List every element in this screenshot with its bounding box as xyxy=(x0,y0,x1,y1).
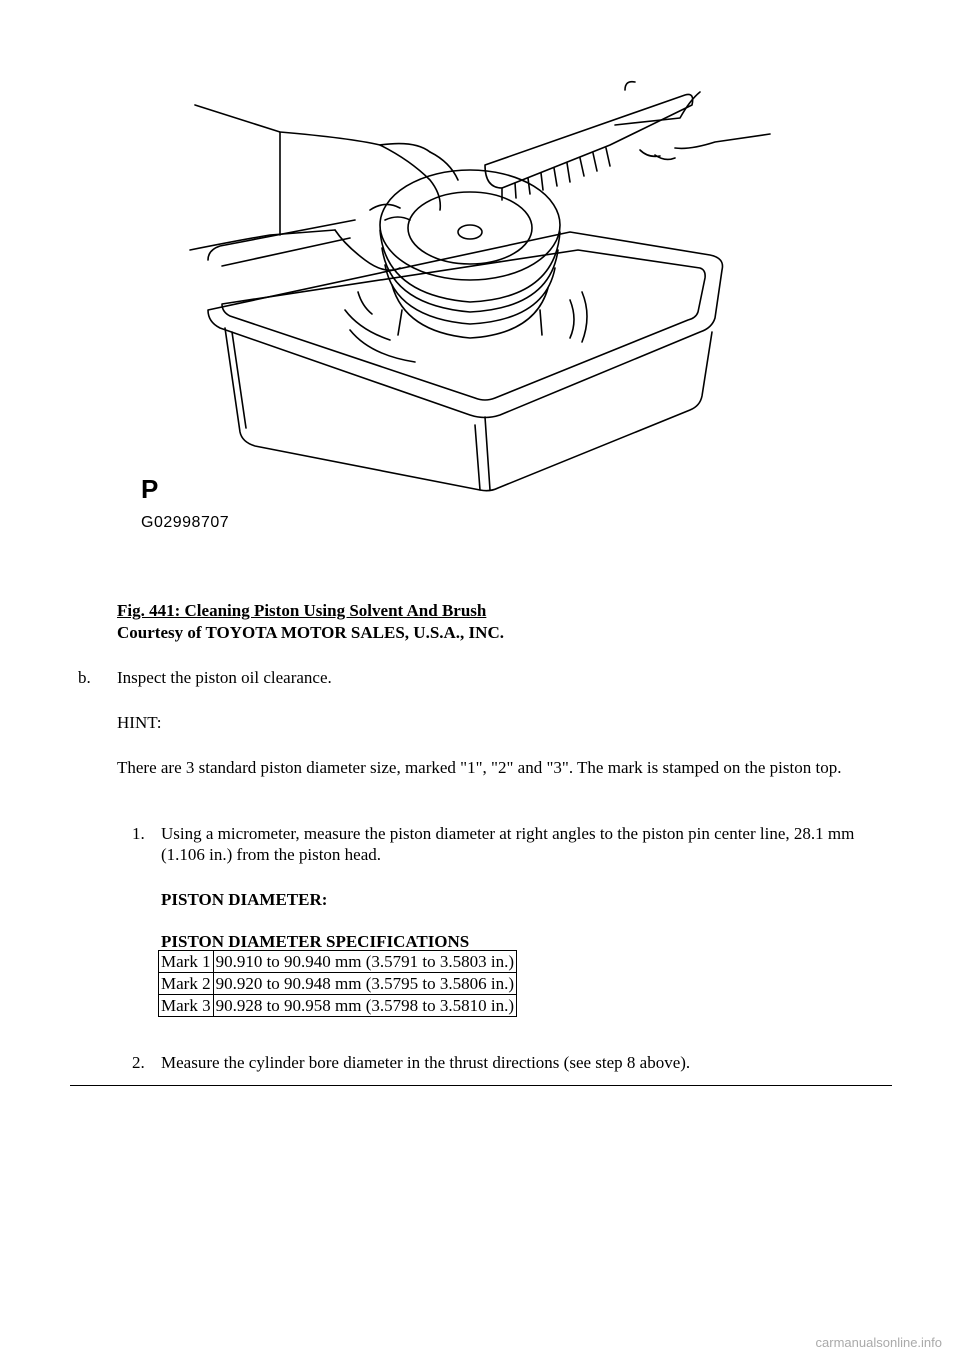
section-divider xyxy=(70,1085,892,1086)
table-title: PISTON DIAMETER SPECIFICATIONS xyxy=(161,932,470,951)
figure-mark: P xyxy=(141,474,159,504)
hint-label: HINT: xyxy=(117,713,162,732)
substep-2-text: Measure the cylinder bore diameter in the thrust directions (see step 8 above). xyxy=(161,1053,691,1072)
figure-caption[interactable]: Fig. 441: Cleaning Piston Using Solvent And Brush xyxy=(117,601,487,620)
table-cell-mark: Mark 2 xyxy=(159,973,214,995)
hint-text: There are 3 standard piston diameter size, marked "1", "2" and "3". The mark is stamped on the piston top. xyxy=(117,758,842,777)
piston-diameter-table xyxy=(158,950,517,1017)
table-cell-mark: Mark 1 xyxy=(159,951,214,973)
piston-cleaning-illustration xyxy=(130,70,780,500)
table-row xyxy=(159,951,517,973)
watermark[interactable]: carmanualsonline.info xyxy=(815,1335,942,1350)
step-b-text: Inspect the piston oil clearance. xyxy=(117,668,332,687)
substep-2-marker: 2. xyxy=(132,1053,145,1072)
figure-credit: Courtesy of TOYOTA MOTOR SALES, U.S.A., INC. xyxy=(117,623,504,642)
table-row xyxy=(159,973,517,995)
figure-code: G02998707 xyxy=(141,514,230,531)
spec-label: PISTON DIAMETER: xyxy=(161,890,328,909)
table-cell-value: 90.928 to 90.958 mm (3.5798 to 3.5810 in.) xyxy=(213,995,516,1017)
substep-1-text: Using a micrometer, measure the piston diameter at right angles to the piston pin center line, 28.1 mm (1.106 in.) from the piston head. xyxy=(161,824,855,864)
table-cell-value: 90.910 to 90.940 mm (3.5791 to 3.5803 in.) xyxy=(213,951,516,973)
table-row xyxy=(159,995,517,1017)
table-cell-value: 90.920 to 90.948 mm (3.5795 to 3.5806 in.) xyxy=(213,973,516,995)
step-b-marker: b. xyxy=(78,668,91,687)
table-cell-mark: Mark 3 xyxy=(159,995,214,1017)
substep-1-marker: 1. xyxy=(132,824,145,843)
